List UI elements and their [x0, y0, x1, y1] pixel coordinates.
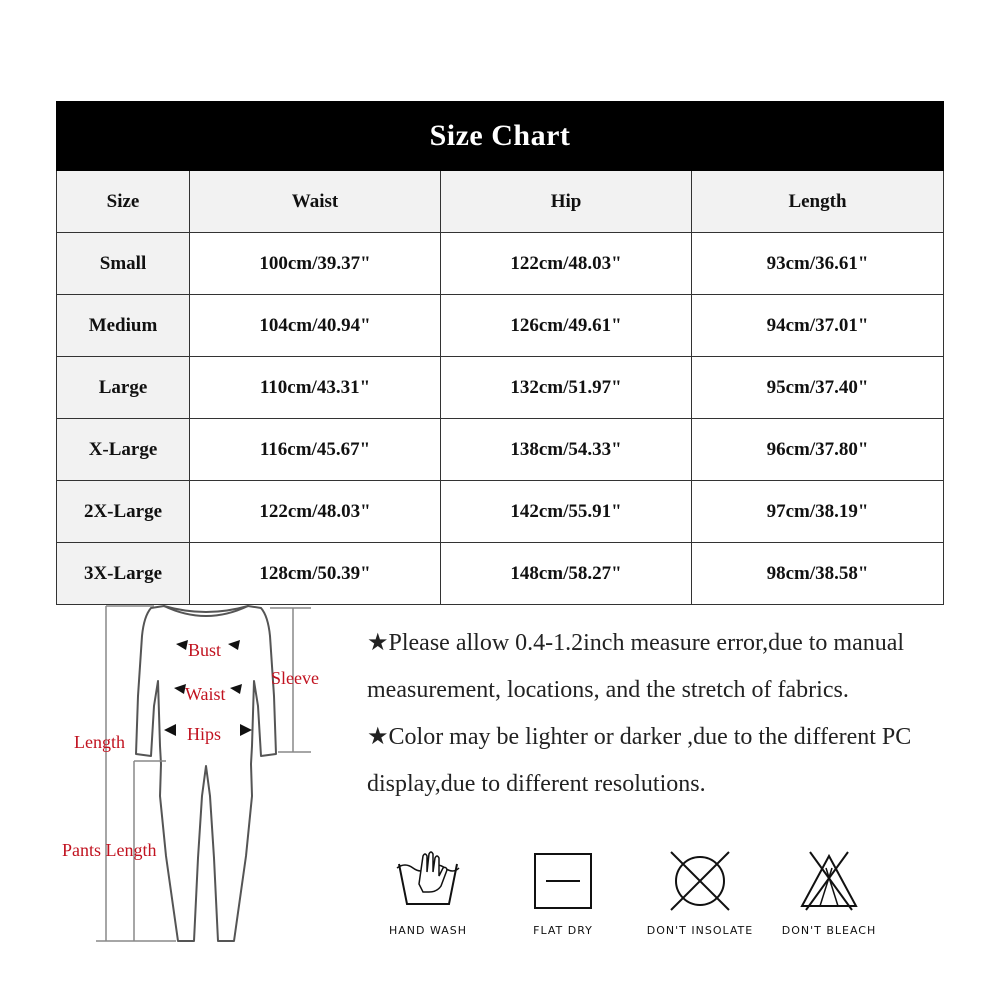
hand-wash-label: HAND WASH	[388, 924, 468, 937]
pants-length-label: Pants Length	[62, 840, 157, 860]
bust-label: Bust	[188, 640, 222, 660]
dont-insolate-icon	[665, 850, 735, 912]
care-item-flat-dry	[498, 850, 628, 937]
waist-cell: 122cm/48.03"	[190, 481, 441, 543]
waist-label: Waist	[185, 684, 226, 704]
length-cell: 93cm/36.61"	[692, 233, 944, 295]
table-row	[57, 357, 944, 419]
length-cell: 97cm/38.19"	[692, 481, 944, 543]
size-cell: 3X-Large	[57, 543, 190, 605]
hip-cell: 138cm/54.33"	[441, 419, 692, 481]
length-cell: 95cm/37.40"	[692, 357, 944, 419]
hip-cell: 148cm/58.27"	[441, 543, 692, 605]
table-header-row	[57, 171, 944, 233]
waist-cell: 128cm/50.39"	[190, 543, 441, 605]
care-item-dont-insolate	[635, 850, 765, 937]
table-row	[57, 295, 944, 357]
column-header: Hip	[441, 171, 692, 233]
table-row	[57, 233, 944, 295]
measurement-figure	[56, 596, 356, 956]
size-cell: Large	[57, 357, 190, 419]
size-cell: 2X-Large	[57, 481, 190, 543]
hip-cell: 142cm/55.91"	[441, 481, 692, 543]
column-header: Length	[692, 171, 944, 233]
flat-dry-label: FLAT DRY	[533, 924, 593, 937]
length-cell: 96cm/37.80"	[692, 419, 944, 481]
flat-dry-icon	[528, 850, 598, 912]
hip-cell: 132cm/51.97"	[441, 357, 692, 419]
column-header: Waist	[190, 171, 441, 233]
size-cell: Small	[57, 233, 190, 295]
color-note: ★Color may be lighter or darker ,due to the different PC display,due to different resolutions.	[367, 724, 912, 797]
dont-insolate-label: DON'T INSOLATE	[646, 924, 754, 937]
length-cell: 94cm/37.01"	[692, 295, 944, 357]
waist-cell: 104cm/40.94"	[190, 295, 441, 357]
size-chart-title: Size Chart	[57, 102, 944, 171]
table-row	[57, 481, 944, 543]
care-item-hand-wash	[363, 850, 493, 937]
length-label: Length	[74, 732, 125, 752]
column-header: Size	[57, 171, 190, 233]
measure-error-note: ★Please allow 0.4-1.2inch measure error,due to manual measurement, locations, and the stretch of fabrics.	[367, 630, 905, 703]
hip-cell: 122cm/48.03"	[441, 233, 692, 295]
care-item-dont-bleach	[764, 850, 894, 937]
waist-cell: 110cm/43.31"	[190, 357, 441, 419]
waist-cell: 116cm/45.67"	[190, 419, 441, 481]
dont-bleach-icon	[794, 850, 864, 912]
dont-bleach-label: DON'T BLEACH	[781, 924, 877, 937]
waist-cell: 100cm/39.37"	[190, 233, 441, 295]
length-cell: 98cm/38.58"	[692, 543, 944, 605]
sleeve-label: Sleeve	[271, 668, 319, 688]
size-chart-table	[56, 101, 944, 605]
hips-label: Hips	[187, 724, 222, 744]
size-cell: X-Large	[57, 419, 190, 481]
table-row	[57, 419, 944, 481]
size-cell: Medium	[57, 295, 190, 357]
hand-wash-icon	[393, 850, 463, 912]
notes-block	[367, 620, 967, 808]
hip-cell: 126cm/49.61"	[441, 295, 692, 357]
